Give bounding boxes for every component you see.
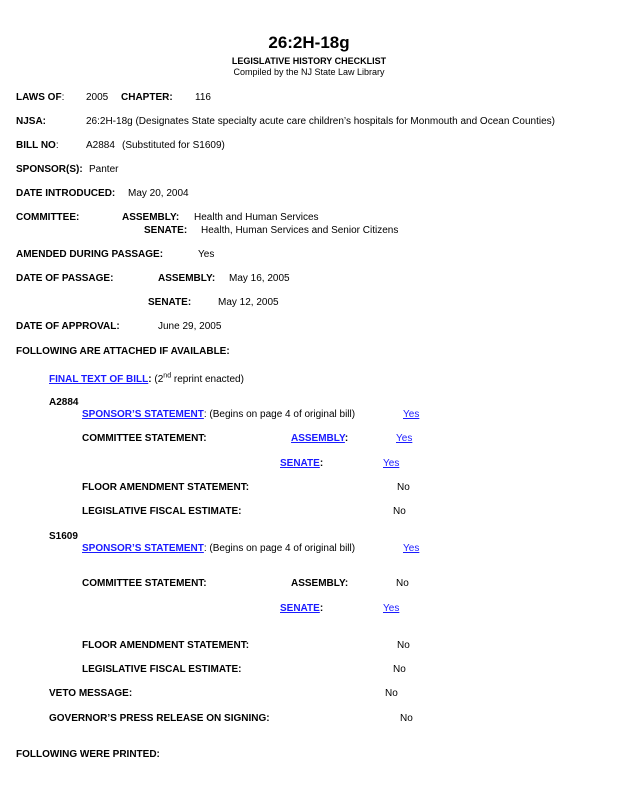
committee-label: COMMITTEE: (16, 212, 80, 223)
s1609-senate-yes-link[interactable]: Yes (383, 603, 400, 614)
s1609-committee-label: COMMITTEE STATEMENT: (82, 578, 207, 589)
s1609-assembly-label: ASSEMBLY: (291, 578, 349, 589)
date-introduced-label: DATE INTRODUCED: (16, 188, 116, 199)
date-of-passage-label: DATE OF PASSAGE: (16, 273, 114, 284)
final-text-link[interactable]: FINAL TEXT OF BILL (49, 374, 149, 385)
a2884-floor-label: FLOOR AMENDMENT STATEMENT: (82, 482, 250, 493)
njsa-value: 26:2H-18g (Designates State specialty acute care children’s hospitals for Monmouth and Ocean Counties) (86, 116, 555, 127)
s1609-fiscal-value: No (393, 664, 406, 675)
amended-label: AMENDED DURING PASSAGE: (16, 249, 164, 260)
sponsors-value: Panter (89, 164, 119, 175)
bill-no-label-wrap (16, 140, 59, 152)
final-text-colon: : (148, 374, 152, 385)
amended-value: Yes (198, 249, 215, 260)
s1609-sponsor-note: : (Begins on page 4 of original bill) (203, 543, 356, 554)
s1609-floor-label: FLOOR AMENDMENT STATEMENT: (82, 640, 250, 651)
final-text-post: reprint enacted) (171, 374, 244, 385)
s1609-floor-value: No (397, 640, 410, 651)
a2884-assembly-link[interactable]: ASSEMBLY (291, 433, 345, 444)
a2884-senate-link[interactable]: SENATE (280, 458, 320, 469)
s1609-fiscal-label: LEGISLATIVE FISCAL ESTIMATE: (82, 664, 242, 675)
date-of-approval-label: DATE OF APPROVAL: (16, 321, 120, 332)
s1609-label: S1609 (49, 531, 78, 542)
veto-message-value: No (385, 688, 398, 699)
governor-press-release-label: GOVERNOR’S PRESS RELEASE ON SIGNING: (49, 713, 270, 724)
veto-message-label: VETO MESSAGE: (49, 688, 133, 699)
a2884-senate-colon: : (319, 458, 324, 469)
s1609-sponsor-yes-link[interactable]: Yes (403, 543, 420, 554)
a2884-sponsor-statement-link[interactable]: SPONSOR’S STATEMENT (82, 409, 204, 420)
bill-no-label: BILL NO (16, 140, 56, 151)
sponsors-label: SPONSOR(S): (16, 164, 83, 175)
final-text-sup: nd (163, 372, 172, 380)
s1609-senate-link[interactable]: SENATE (280, 603, 320, 614)
a2884-sponsor-yes-link[interactable]: Yes (403, 409, 420, 420)
passage-assembly-label: ASSEMBLY: (158, 273, 216, 284)
a2884-sponsor-row (82, 409, 355, 421)
s1609-assembly-value: No (396, 578, 409, 589)
laws-of-row (16, 92, 64, 104)
chapter-label: CHAPTER: (121, 92, 173, 103)
date-introduced-value: May 20, 2004 (128, 188, 189, 199)
a2884-floor-value: No (397, 482, 410, 493)
compiled-by: Compiled by the NJ State Law Library (233, 67, 385, 77)
bill-no-colon: : (55, 140, 59, 151)
final-text-pre: (2 (154, 374, 164, 385)
s1609-senate-wrap (280, 603, 323, 615)
a2884-label: A2884 (49, 397, 79, 408)
passage-assembly-value: May 16, 2005 (229, 273, 290, 284)
s1609-sponsor-row (82, 543, 355, 555)
chapter-value: 116 (195, 92, 211, 103)
printed-heading: FOLLOWING WERE PRINTED: (16, 749, 160, 760)
s1609-sponsor-statement-link[interactable]: SPONSOR’S STATEMENT (82, 543, 204, 554)
checklist-subtitle: LEGISLATIVE HISTORY CHECKLIST (231, 56, 387, 66)
laws-of-label: LAWS OF (16, 92, 62, 103)
bill-no-value: A2884 (86, 140, 115, 151)
attached-heading: FOLLOWING ARE ATTACHED IF AVAILABLE: (16, 346, 230, 357)
a2884-assembly-colon: : (344, 433, 349, 444)
laws-of-colon: : (61, 92, 65, 103)
a2884-committee-label: COMMITTEE STATEMENT: (82, 433, 207, 444)
final-text-row (49, 374, 244, 386)
s1609-senate-colon: : (319, 603, 324, 614)
committee-senate-label: SENATE: (144, 225, 188, 236)
a2884-fiscal-value: No (393, 506, 406, 517)
passage-senate-value: May 12, 2005 (218, 297, 279, 308)
governor-press-release-value: No (400, 713, 413, 724)
a2884-assembly-wrap (291, 433, 348, 445)
njsa-label: NJSA: (16, 116, 47, 127)
passage-senate-label: SENATE: (148, 297, 192, 308)
a2884-assembly-yes-link[interactable]: Yes (396, 433, 413, 444)
a2884-sponsor-note: : (Begins on page 4 of original bill) (203, 409, 356, 420)
bill-no-note: (Substituted for S1609) (122, 140, 225, 151)
date-of-approval-value: June 29, 2005 (158, 321, 222, 332)
committee-assembly-value: Health and Human Services (194, 212, 319, 223)
a2884-senate-wrap (280, 458, 323, 470)
laws-of-value: 2005 (86, 92, 109, 103)
committee-senate-value: Health, Human Services and Senior Citizens (201, 225, 399, 236)
a2884-fiscal-label: LEGISLATIVE FISCAL ESTIMATE: (82, 506, 242, 517)
page-title: 26:2H-18g (268, 33, 350, 52)
committee-assembly-label: ASSEMBLY: (122, 212, 180, 223)
a2884-senate-yes-link[interactable]: Yes (383, 458, 400, 469)
